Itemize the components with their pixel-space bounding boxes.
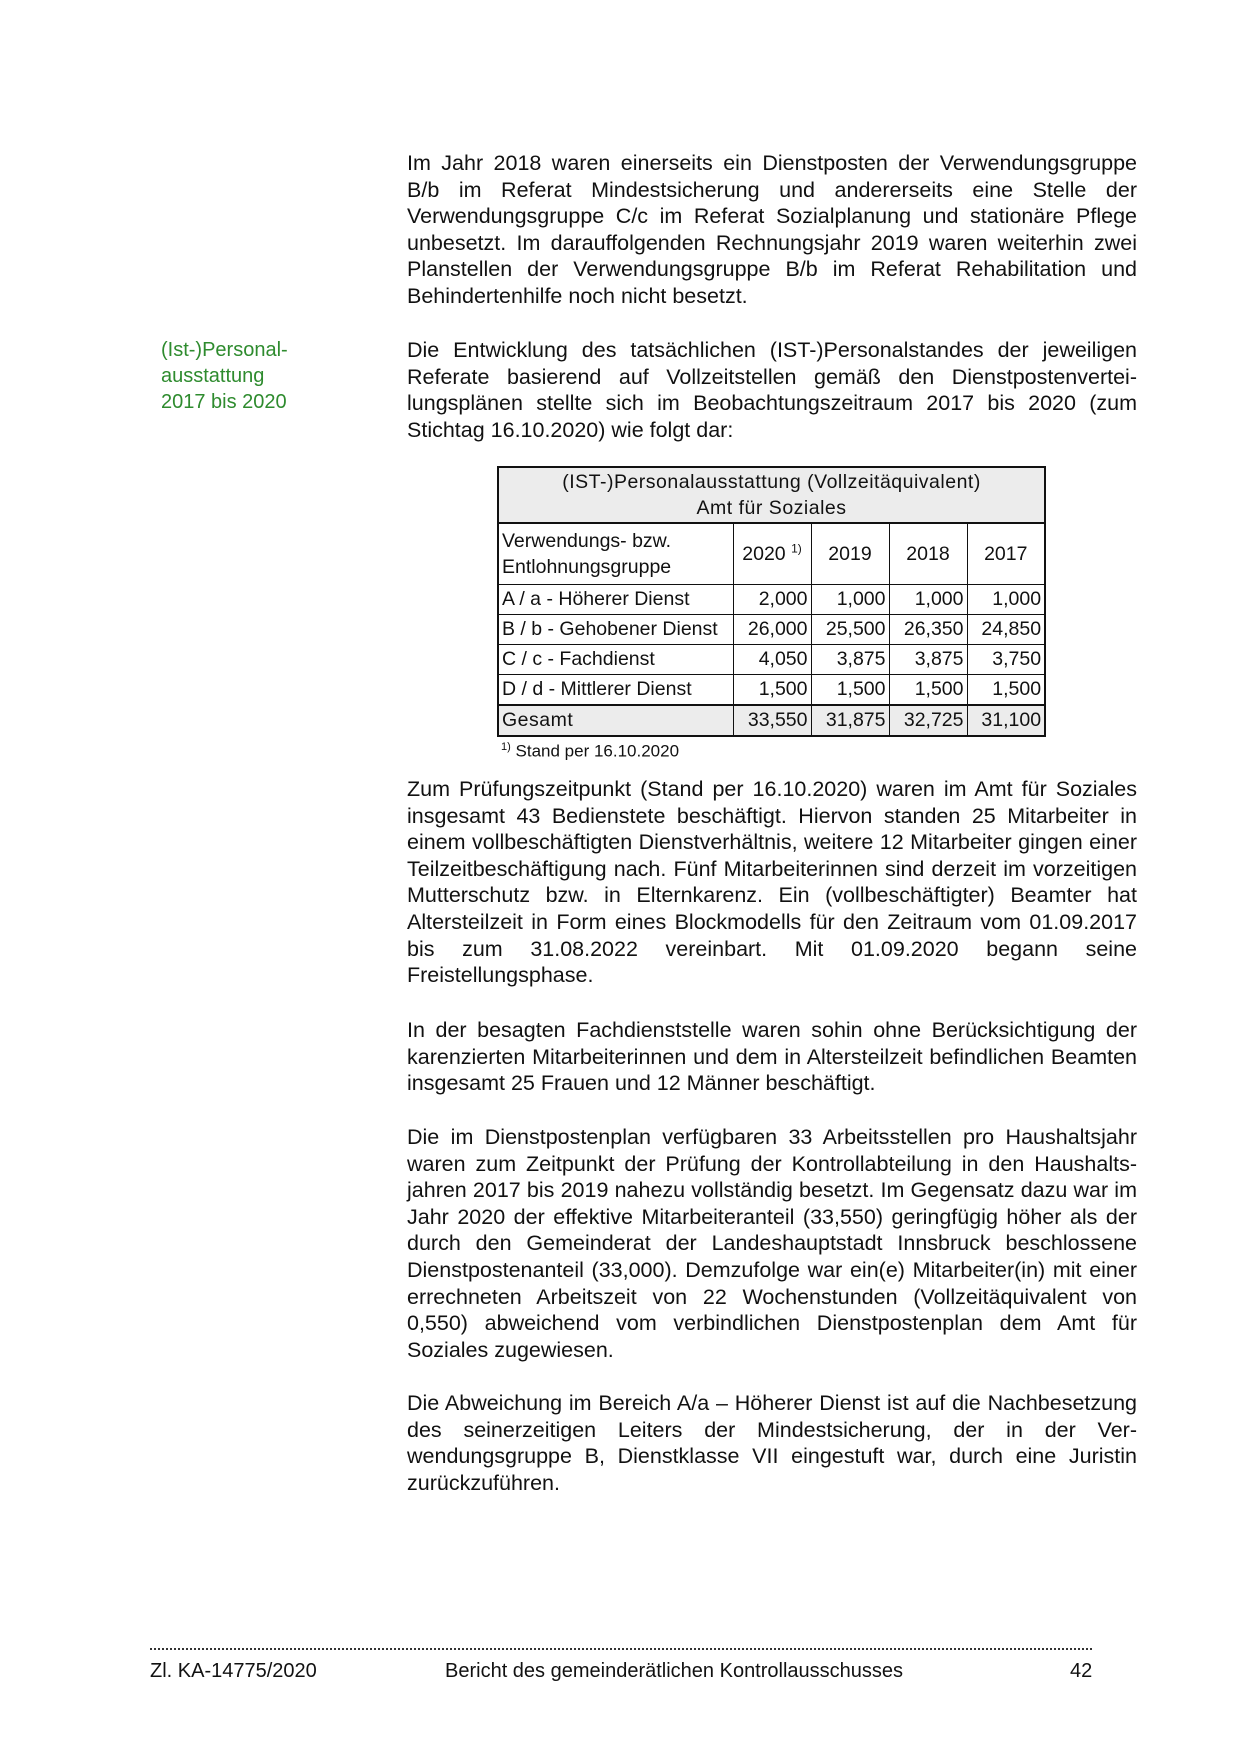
margin-note-line-3: 2017 bis 2020	[161, 391, 287, 413]
table-cell: 1,500	[733, 675, 811, 706]
table-row	[498, 585, 1045, 615]
table-cell: 1,000	[967, 585, 1045, 615]
row-label: B / b - Gehobener Dienst	[498, 615, 733, 645]
total-cell: 31,875	[811, 705, 889, 736]
paragraph-6-text: Die Abweichung im Bereich A/a – Höherer Dienst ist auf die Nachbesetzung des seinerzeitigen Leiters der Mindestsicherung, der in der Verwendungsgruppe B, Dienstklasse VII eingestuft war, durch eine Juristin zurückzuführen.	[407, 1391, 1137, 1495]
table-row	[498, 615, 1045, 645]
header-year-2017: 2017	[967, 523, 1045, 585]
table-footnote-mark: 1)	[501, 741, 511, 753]
row-label: D / d - Mittlerer Dienst	[498, 675, 733, 706]
header-footnote-mark: 1)	[791, 541, 802, 555]
table-title-line-2: Amt für Soziales	[696, 497, 847, 519]
footer-report-title: Bericht des gemeinderätlichen Kontrollausschusses	[445, 1660, 904, 1682]
table-title	[498, 467, 1045, 523]
paragraph-4	[407, 1017, 1137, 1097]
paragraph-1	[407, 150, 1137, 310]
table-cell: 4,050	[733, 645, 811, 675]
header-year-2018: 2018	[889, 523, 967, 585]
table-cell: 1,000	[889, 585, 967, 615]
table-cell: 1,500	[889, 675, 967, 706]
row-label: A / a - Höherer Dienst	[498, 585, 733, 615]
table-cell: 26,350	[889, 615, 967, 645]
total-cell: 33,550	[733, 705, 811, 736]
table-row	[498, 645, 1045, 675]
paragraph-2-text: Die Entwicklung des tatsächlichen (IST-)Personalstandes der jeweiligen Referate basierend auf Vollzeitstellen gemäß den Dienstpostenverteilungsplänen stellte sich im Beobachtungszeitraum 2017 bis 2020 (zum Stichtag 16.10.2020) wie folgt dar:	[407, 338, 1137, 442]
table-cell: 3,875	[889, 645, 967, 675]
margin-note	[161, 337, 361, 415]
table-cell: 1,000	[811, 585, 889, 615]
table-title-line-1: (IST-)Personalausstattung (Vollzeitäquivalent)	[562, 471, 981, 493]
footer-reference: Zl. KA-14775/2020	[150, 1660, 317, 1682]
margin-note-line-1: (Ist-)Personal-	[161, 339, 288, 361]
staffing-table-wrapper	[497, 466, 1046, 762]
footer-page-number: 42	[1070, 1660, 1093, 1682]
table-cell: 3,750	[967, 645, 1045, 675]
table-cell: 26,000	[733, 615, 811, 645]
paragraph-5-text: Die im Dienstpostenplan verfügbaren 33 Arbeitsstellen pro Haushaltsjahr waren zum Zeitpunkt der Prüfung der Kontrollabteilung in den Haushaltsjahren 2017 bis 2019 nahezu vollständig besetzt. Im Gegensatz dazu war im Jahr 2020 der effektive Mitarbeiteranteil (33,550) geringfügig höher als der durch den Gemeinderat der Landeshauptstadt Innsbruck beschlossene Dienstpostenanteil (33,000). Demzufolge war ein(e) Mitarbeiter(in) mit einer errechneten Arbeitszeit von 22 Wochenstunden (Vollzeitäquivalent von 0,550) abweichend vom verbindlichen Dienstpostenplan dem Amt für Soziales zugewiesen.	[407, 1125, 1137, 1362]
paragraph-3-text: Zum Prüfungszeitpunkt (Stand per 16.10.2020) waren im Amt für Soziales insgesamt 43 Bedienstete beschäftigt. Hiervon standen 25 Mitarbeiter in einem vollbeschäftigten Dienstverhältnis, weitere 12 Mitarbeiter gingen einer Teilzeitbeschäftigung nach. Fünf Mitarbeiterinnen sind derzeit im vorzeitigen Mutterschutz bzw. in Elternkarenz. Ein (vollbeschäftigter) Beamter hat Altersteilzeit in Form eines Blockmodells für den Zeitraum vom 01.09.2017 bis zum 31.08.2022 vereinbart. Mit 01.09.2020 begann seine Freistellungsphase.	[407, 777, 1137, 988]
header-year-2020	[733, 523, 811, 585]
paragraph-6	[407, 1390, 1137, 1496]
footer-divider	[150, 1648, 1092, 1650]
table-total-row	[498, 705, 1045, 736]
header-group-label-line-2: Entlohnungsgruppe	[502, 556, 672, 578]
table-cell: 25,500	[811, 615, 889, 645]
table-cell: 1,500	[967, 675, 1045, 706]
total-label: Gesamt	[498, 705, 733, 736]
staffing-table	[497, 466, 1046, 737]
paragraph-2	[407, 337, 1137, 443]
table-title-row	[498, 467, 1045, 523]
header-year-2019: 2019	[811, 523, 889, 585]
row-label: C / c - Fachdienst	[498, 645, 733, 675]
total-cell: 31,100	[967, 705, 1045, 736]
header-group-label	[498, 523, 733, 585]
paragraph-1-text: Im Jahr 2018 waren einerseits ein Dienstposten der Verwendungsgruppe B/b im Referat Mindestsicherung und andererseits eine Stelle der Verwendungsgruppe C/c im Referat Sozialplanung und stationäre Pflege unbesetzt. Im darauffolgenden Rechnungsjahr 2019 waren weiterhin zwei Planstellen der Verwendungsgruppe B/b im Referat Rehabilitation und Behindertenhilfe noch nicht besetzt.	[407, 151, 1137, 308]
header-group-label-line-1: Verwendungs- bzw.	[502, 530, 672, 552]
table-footnote-text: Stand per 16.10.2020	[515, 741, 680, 761]
total-cell: 32,725	[889, 705, 967, 736]
table-header-row	[498, 523, 1045, 585]
table-cell: 1,500	[811, 675, 889, 706]
paragraph-5	[407, 1124, 1137, 1363]
table-cell: 2,000	[733, 585, 811, 615]
table-row	[498, 675, 1045, 706]
table-cell: 24,850	[967, 615, 1045, 645]
table-cell: 3,875	[811, 645, 889, 675]
paragraph-3	[407, 776, 1137, 989]
margin-note-line-2: ausstattung	[161, 365, 265, 387]
header-year-2020-text: 2020	[742, 542, 786, 565]
table-footnote	[497, 741, 1046, 762]
paragraph-4-text: In der besagten Fachdienststelle waren sohin ohne Berücksichtigung der karenzierten Mitarbeiterinnen und dem in Altersteilzeit befindlichen Beamten insgesamt 25 Frauen und 12 Männer beschäftigt.	[407, 1018, 1137, 1096]
